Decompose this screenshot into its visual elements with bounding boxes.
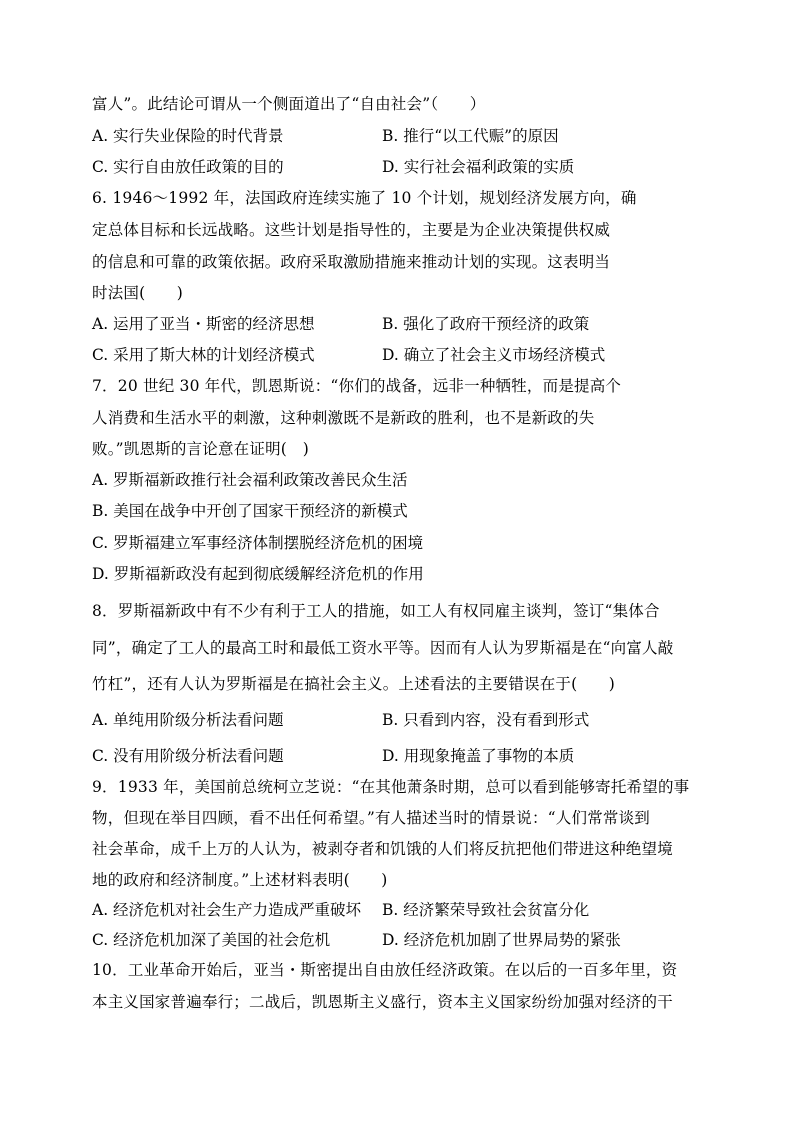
q9-option-c: C. 经济危机加深了美国的社会危机	[92, 931, 331, 949]
q7-option-c: C. 罗斯福建立军事经济体制摆脱经济危机的困境	[92, 534, 424, 552]
q9-stem-line-1: 9．1933 年，美国前总统柯立芝说：“在其他萧条时期，总可以看到能够寄托希望的事	[92, 778, 690, 796]
q9-option-b: B. 经济繁荣导致社会贫富分化	[382, 901, 590, 919]
q6-option-b: B. 强化了政府干预经济的政策	[382, 315, 590, 333]
q6-stem-line-3: 的信息和可靠的政策依据。政府采取激励措施来推动计划的实现。这表明当	[92, 253, 611, 271]
q7-stem-line-3: 败。”凯恩斯的言论意在证明( )	[92, 440, 309, 458]
q10-stem-line-1: 10．工业革命开始后，亚当・斯密提出自由放任经济政策。在以后的一百多年里，资	[92, 961, 678, 979]
q7-stem-line-1: 7．20 世纪 30 年代，凯恩斯说：“你们的战备，远非一种牺牲，而是提高个	[92, 377, 622, 395]
q9-stem-line-3: 社会革命，成千上万的人认为，被剥夺者和饥饿的人们将反抗把他们带进这种绝望境	[92, 840, 673, 858]
q6-option-d: D. 确立了社会主义市场经济模式	[382, 346, 606, 364]
q5-stem-tail: 富人”。此结论可谓从一个侧面道出了“自由社会”（ ）	[92, 95, 486, 113]
q5-option-a: A. 实行失业保险的时代背景	[92, 127, 284, 145]
q7-stem-line-2: 人消费和生活水平的刺激，这种刺激既不是新政的胜利，也不是新政的失	[92, 409, 595, 427]
q8-stem-line-3: 竹杠”，还有人认为罗斯福是在搞社会主义。上述看法的主要错误在于( )	[92, 675, 616, 693]
q6-option-a: A. 运用了亚当・斯密的经济思想	[92, 315, 315, 333]
q9-option-d: D. 经济危机加剧了世界局势的紧张	[382, 931, 621, 949]
q9-option-a: A. 经济危机对社会生产力造成严重破坏	[92, 901, 362, 919]
q8-option-d: D. 用现象掩盖了事物的本质	[382, 747, 575, 765]
q8-stem-line-1: 8．罗斯福新政中有不少有利于工人的措施，如工人有权同雇主谈判，签订“集体合	[92, 602, 660, 620]
q8-option-c: C. 没有用阶级分析法看问题	[92, 747, 284, 765]
q10-stem-line-2: 本主义国家普遍奉行；二战后，凯恩斯主义盛行，资本主义国家纷纷加强对经济的干	[92, 993, 673, 1011]
q5-option-d: D. 实行社会福利政策的实质	[382, 158, 575, 176]
q6-stem-line-2: 定总体目标和长远战略。这些计划是指导性的，主要是为企业决策提供权威	[92, 221, 611, 239]
q8-option-a: A. 单纯用阶级分析法看问题	[92, 711, 284, 729]
q7-option-d: D. 罗斯福新政没有起到彻底缓解经济危机的作用	[92, 565, 424, 583]
q6-stem-line-4: 时法国( )	[92, 284, 183, 302]
q9-stem-line-2: 物，但现在举目四顾，看不出任何希望。”有人描述当时的情景说：“人们常常谈到	[92, 809, 651, 827]
q6-option-c: C. 采用了斯大林的计划经济模式	[92, 346, 315, 364]
q9-stem-line-4: 地的政府和经济制度。”上述材料表明( )	[92, 871, 388, 889]
q8-stem-line-2: 同”，确定了工人的最高工时和最低工资水平等。因而有人认为罗斯福是在“向富人敲	[92, 639, 674, 657]
q5-option-b: B. 推行“以工代赈”的原因	[382, 127, 559, 145]
q7-option-a: A. 罗斯福新政推行社会福利政策改善民众生活	[92, 471, 408, 489]
q6-stem-line-1: 6. 1946～1992 年，法国政府连续实施了 10 个计划，规划经济发展方向，确	[92, 189, 637, 207]
q5-option-c: C. 实行自由放任政策的目的	[92, 158, 284, 176]
q8-option-b: B. 只看到内容，没有看到形式	[382, 711, 590, 729]
q7-option-b: B. 美国在战争中开创了国家干预经济的新模式	[92, 502, 408, 520]
